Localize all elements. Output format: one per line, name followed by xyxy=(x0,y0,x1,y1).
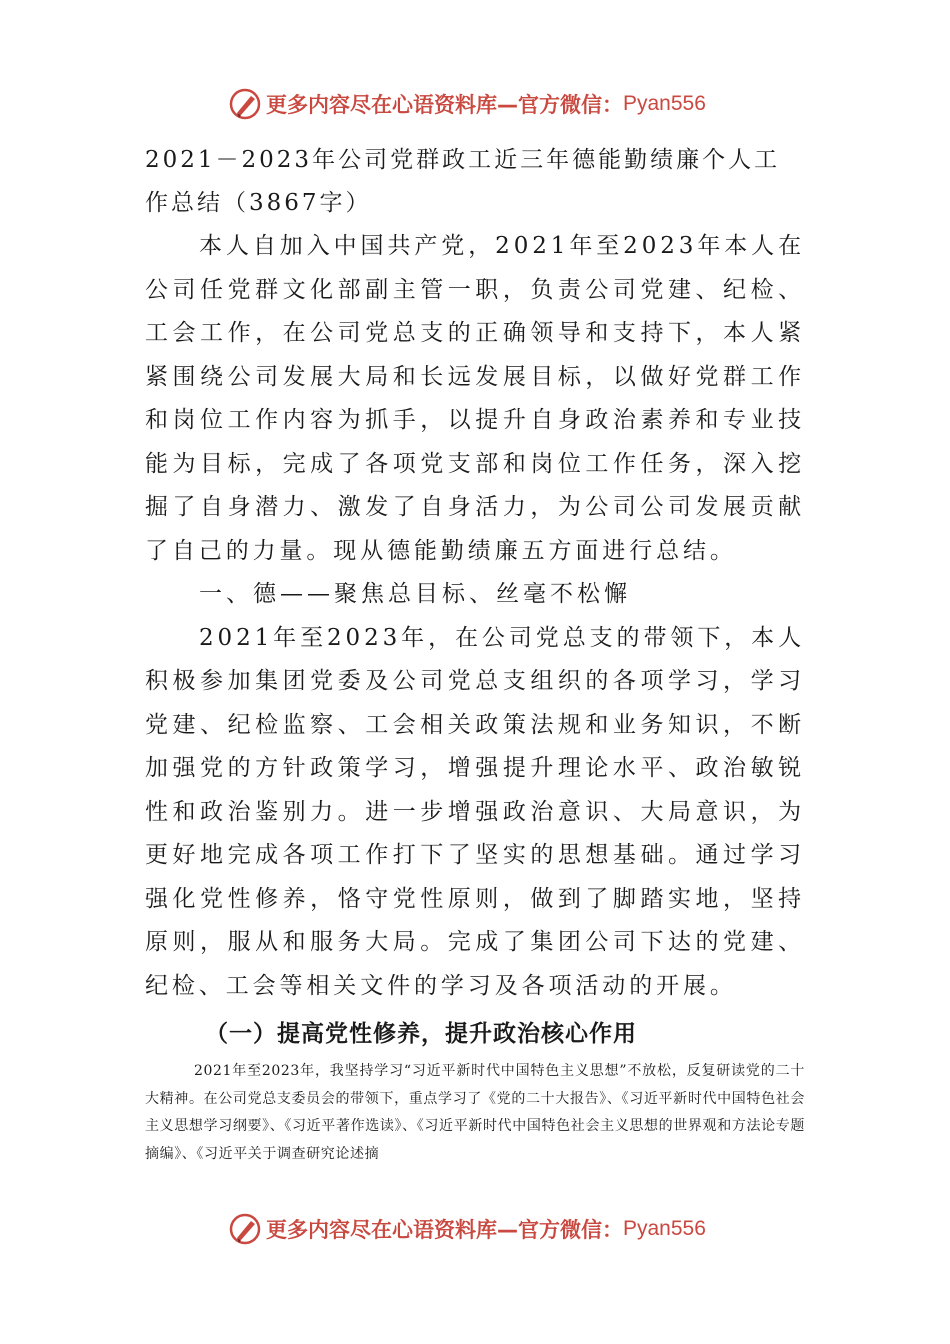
document-title: 2021－2023年公司党群政工近三年德能勤绩廉个人工作总结（3867字） xyxy=(145,147,781,216)
subsection-heading: （一）提高党性修养，提升政治核心作用 xyxy=(205,1021,637,1047)
section-paragraph-de: 2021年至2023年，在公司党总支的带领下，本人积极参加集团党委及公司党总支组织的各项学习，学习党建、纪检监察、工会相关政策法规和业务知识，不断加强党的方针政策学习，增强提升理论水平、政治敏锐性和政治鉴别力。进一步增强政治意识、大局意识，为更好地完成各项工作打下了坚实的思想基础。通过学习强化党性修养，恪守党性原则，做到了脚踏实地，坚持原则，服从和服务大局。完成了集团公司下达的党建、纪检、工会等相关文件的学习及各项活动的开展。 xyxy=(145,624,805,999)
section-heading-de: 一、德——聚焦总目标、丝毫不松懈 xyxy=(199,581,631,607)
subsection-paragraph: 2021年至2023年，我坚持学习“习近平新时代中国特色主义思想”不放松，反复研读党的二十大精神。在公司党总支委员会的带领下，重点学习了《党的二十大报告》、《习近平新时代中国特色社会主义思想学习纲要》、《习近平著作选读》、《习近平新时代中国特色社会主义思想的世界观和方法论专题摘编》、《习近平关于调查研究论述摘 xyxy=(145,1063,805,1162)
watermark-banner-bottom xyxy=(228,1209,706,1249)
watermark-text: 更多内容尽在心语资料库—官方微信： xyxy=(266,93,623,117)
watermark-id: Pyan556 xyxy=(623,92,706,115)
pen-seal-icon xyxy=(228,1212,262,1246)
intro-paragraph: 本人自加入中国共产党，2021年至2023年本人在公司任党群文化部副主管一职，负责公司党建、纪检、工会工作，在公司党总支的正确领导和支持下，本人紧紧围绕公司发展大局和长远发展目标，以做好党群工作和岗位工作内容为抓手，以提升自身政治素养和专业技能为目标，完成了各项党支部和岗位工作任务，深入挖掘了自身潜力、激发了自身活力，为公司公司发展贡献了自己的力量。现从德能勤绩廉五方面进行总结。 xyxy=(145,233,805,564)
watermark-id: Pyan556 xyxy=(623,1217,706,1240)
pen-seal-icon xyxy=(228,87,262,121)
document-body xyxy=(145,139,805,1168)
watermark-text: 更多内容尽在心语资料库—官方微信： xyxy=(266,1218,623,1242)
watermark-banner-top xyxy=(228,84,706,124)
